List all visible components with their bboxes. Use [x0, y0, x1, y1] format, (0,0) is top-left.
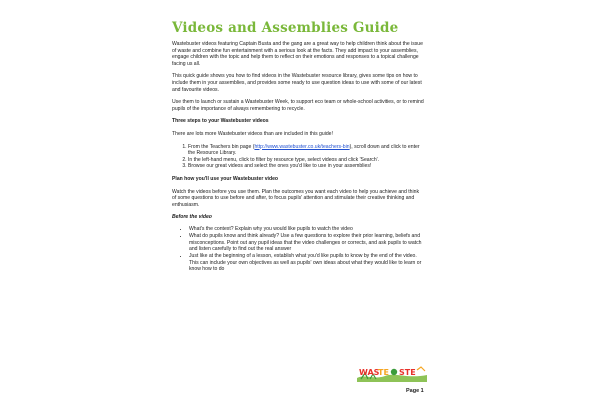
step-item-3: 3. Browse our great videos and select the ones you'd like to use in your assemblies!	[188, 163, 424, 170]
svg-text:WAS: WAS	[359, 368, 380, 377]
svg-text:STE: STE	[399, 368, 416, 377]
page-number: Page 1	[406, 388, 424, 394]
wastebuster-logo-icon	[355, 364, 429, 384]
step-1-text-before: From the Teachers bin page (	[188, 143, 255, 150]
intro-paragraph-2: This quick guide shows you how to find videos in the Wastebuster resource library, gives some tips on how to include them in your assemblies, and provides some ready to use question ideas to use with some of our latest and favourite videos.	[172, 73, 422, 93]
step-item-2: 2. In the left-hand menu, click to filter by resource type, select videos and click 'Search'.	[188, 157, 424, 164]
list-item: • What do pupils know and think already? Use a few questions to explore their prior learning, beliefs and misconceptions. Point out any pupil ideas that the video challenges or corrects, and ask pupils to watch and listen carefully to find out the real answer	[189, 233, 424, 253]
intro-paragraph-1: Wastebuster videos featuring Captain Busta and the gang are a great way to help children think about the issue of waste and combine fun entertainment with a serious look at the facts. They add impact to your assemblies, engage children with the topic and help them to reflect on their emotions and responses to a topical challenge facing us all.	[172, 41, 423, 67]
wastebuster-logo-graphic	[355, 364, 429, 384]
plan-heading: Plan how you'll use your Wastebuster video	[172, 175, 279, 182]
teachers-bin-link[interactable]: http://www.wastebuster.co.uk/teachers-bin	[254, 143, 350, 150]
steps-heading: Three steps to your Wastebuster videos	[172, 118, 269, 125]
steps-list	[172, 144, 424, 170]
step-item-1	[188, 144, 424, 157]
svg-text:TE: TE	[378, 368, 389, 377]
plan-body: Watch the videos before you use them. Plan the outcomes you want each video to help you achieve and think of some questions to use before and after, to focus pupils' attention and stimulate their creative thinking and enthusiasm.	[172, 188, 420, 208]
document-body	[172, 41, 424, 274]
page-title: Videos and Assemblies Guide	[172, 20, 399, 36]
step-1-text-after: ), scroll down and click to enter the Resource Library.	[188, 143, 420, 157]
list-item: • Just like at the beginning of a lesson, establish what you'd like pupils to know by the end of the video. This can include your own objectives as well as pupils' own ideas about what they would like to learn or know how to do	[189, 253, 424, 273]
before-video-list	[172, 226, 424, 273]
list-item: • What's the context? Explain why you would like pupils to watch the video	[189, 226, 424, 233]
intro-paragraph-3: Use them to launch or sustain a Wastebuster Week, to support eco team or whole-school activities, or to remind pupils of the importance of always remembering to recycle.	[172, 99, 424, 112]
before-video-heading: Before the video	[172, 214, 212, 221]
steps-intro: There are lots more Wastebuster videos than are included in this guide!	[172, 130, 333, 137]
